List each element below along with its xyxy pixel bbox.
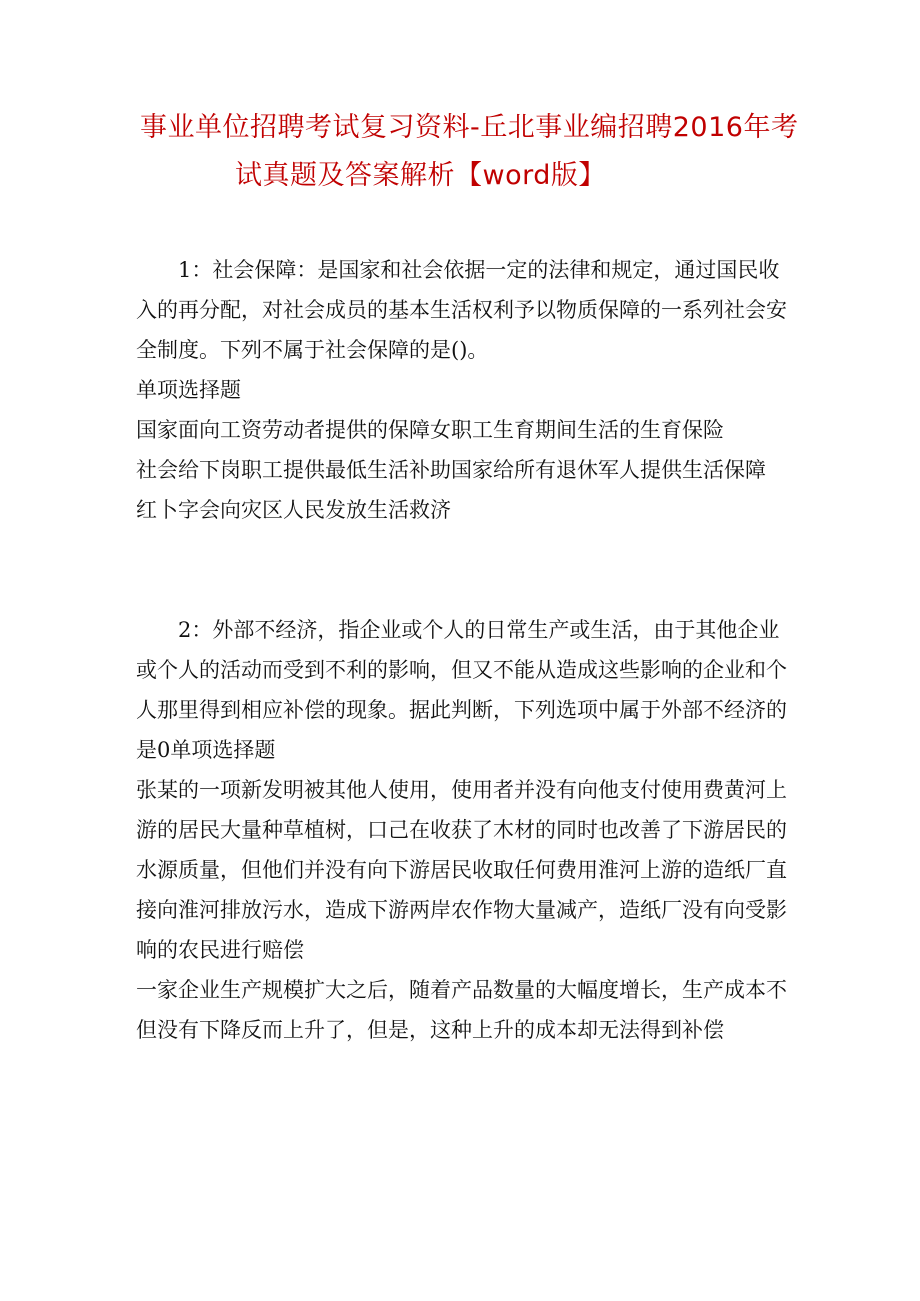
title-line-2: 试真题及答案解析【word版】: [235, 160, 606, 191]
section-gap: [136, 530, 791, 610]
question-1-option-3: 红卜字会向灾区人民发放生活救济: [136, 498, 451, 522]
question-1-type: 单项选择题: [136, 378, 241, 402]
question-1-option-2: 社会给下岗职工提供最低生活补助国家给所有退休军人提供生活保障: [136, 458, 766, 482]
document-body: [136, 250, 791, 1050]
question-2: [136, 610, 791, 1050]
question-2-option-1: 张某的一项新发明被其他人使用，使用者并没有向他支付使用费黄河上游的居民大量种草植树，口己在收获了木材的同时也改善了下游居民的水源质量，但他们并没有向下游居民收取任何费用淮河上游的造纸厂直接向淮河排放污水，造成下游两岸农作物大量减产，造纸厂没有向受影响的农民进行赔偿: [136, 778, 787, 962]
title-line-1: 事业单位招聘考试复习资料-丘北事业编招聘2016年考: [140, 112, 799, 143]
question-1-option-1: 国家面向工资劳动者提供的保障女职工生育期间生活的生育保险: [136, 418, 724, 442]
question-1-stem: 1：社会保障：是国家和社会依据一定的法律和规定，通过国民收入的再分配，对社会成员的基本生活权利予以物质保障的一系列社会安全制度。下列不属于社会保障的是()。: [136, 258, 787, 362]
question-2-stem: 2：外部不经济，指企业或个人的日常生产或生活，由于其他企业或个人的活动而受到不利的影响，但又不能从造成这些影响的企业和个人那里得到相应补偿的现象。据此判断，下列选项中属于外部不经济的是0单项选择题: [136, 618, 787, 762]
document-title: [140, 104, 800, 200]
question-1: [136, 250, 791, 530]
question-2-option-2: 一家企业生产规模扩大之后，随着产品数量的大幅度增长，生产成本不但没有下降反而上升了，但是，这种上升的成本却无法得到补偿: [136, 978, 787, 1042]
